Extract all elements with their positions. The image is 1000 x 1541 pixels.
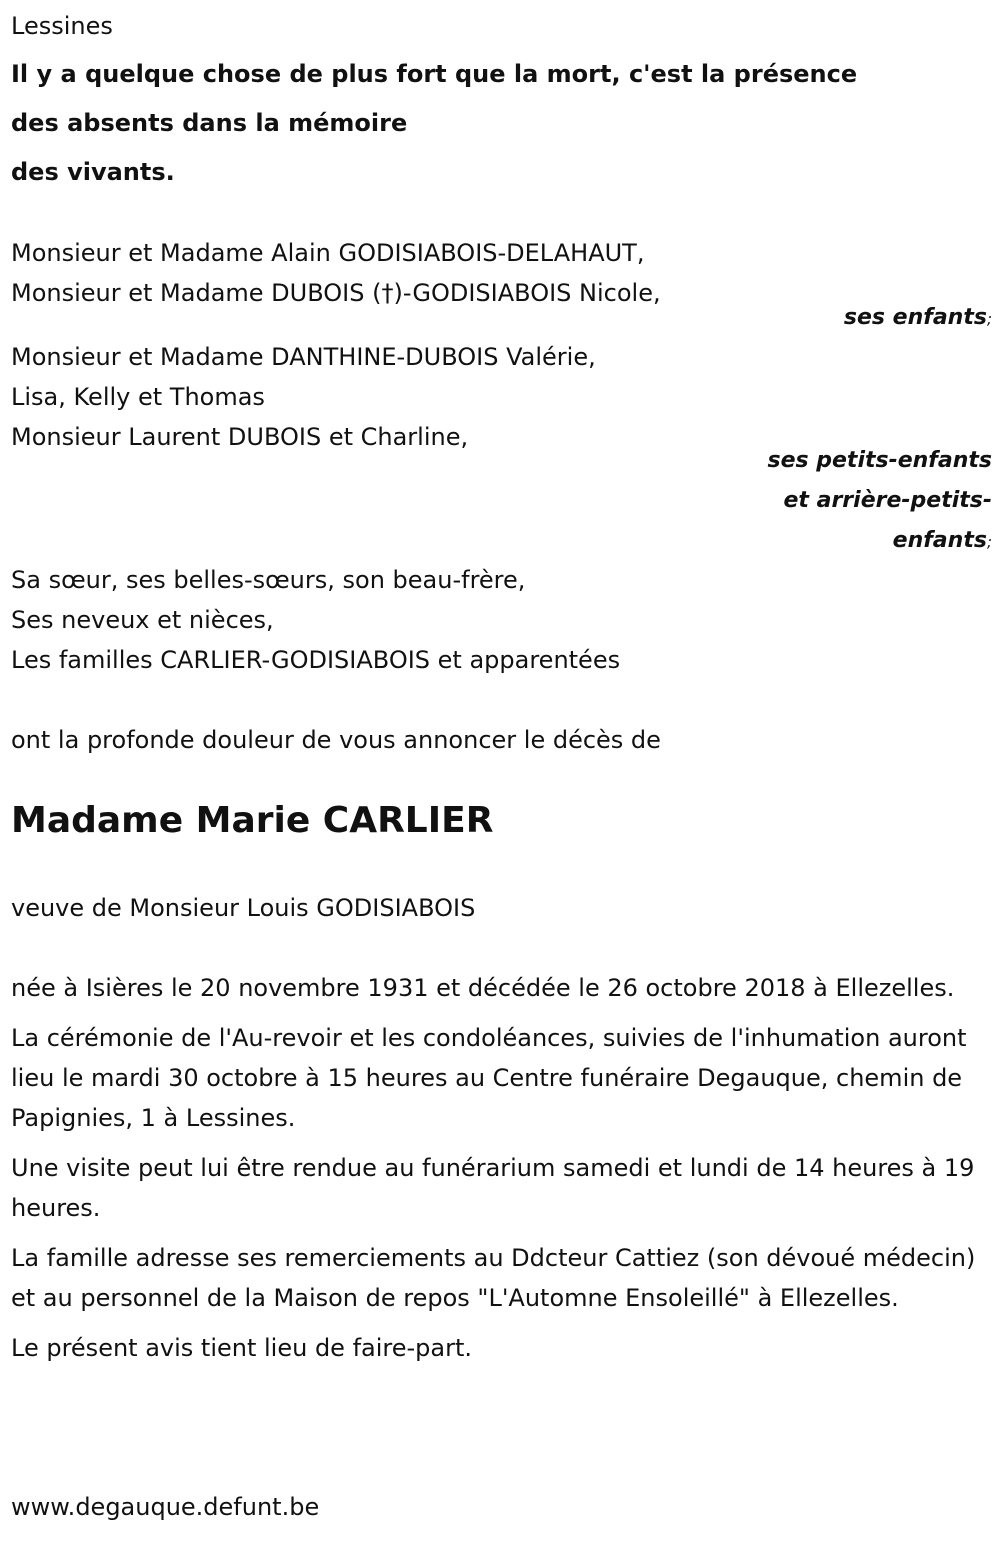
role-label: enfants	[892, 528, 987, 553]
detail-paragraph: Une visite peut lui être rendue au funérarium samedi et lundi de 14 heures à 19 heures.	[11, 1154, 975, 1222]
role-label: ses enfants	[843, 305, 987, 330]
announcement-text: ont la profonde douleur de vous annoncer le décès de	[11, 726, 661, 754]
children-role	[11, 298, 992, 339]
family-entry: Ses neveux et nièces,	[11, 606, 274, 634]
family-entry: Sa sœur, ses belles-sœurs, son beau-frère,	[11, 566, 526, 594]
grandchildren-block	[11, 337, 992, 457]
grandchildren-role	[11, 441, 992, 562]
family-entry: Lisa, Kelly et Thomas	[11, 383, 265, 411]
detail-paragraph: La famille adresse ses remerciements au Ddcteur Cattiez (son dévoué médecin) et au personnel de la Maison de repos "L'Automne Ensoleillé" à Ellezelles.	[11, 1244, 976, 1312]
family-entry: Monsieur et Madame DANTHINE-DUBOIS Valérie,	[11, 343, 596, 371]
family-entry: Monsieur et Madame Alain GODISIABOIS-DELAHAUT,	[11, 239, 645, 267]
role-label: ses petits-enfants	[767, 448, 992, 473]
quote-line: des vivants.	[11, 158, 175, 186]
location-text: Lessines	[11, 12, 113, 40]
role-suffix: ;	[986, 310, 992, 328]
quote-block	[11, 50, 857, 197]
detail-paragraph: La cérémonie de l'Au-revoir et les condoléances, suivies de l'inhumation auront lieu le mardi 30 octobre à 15 heures au Centre funéraire Degauque, chemin de Papignies, 1 à Lessines.	[11, 1024, 967, 1132]
family-entry: Les familles CARLIER-GODISIABOIS et apparentées	[11, 646, 621, 674]
quote-line: des absents dans la mémoire	[11, 109, 408, 137]
widow-of-text: veuve de Monsieur Louis GODISIABOIS	[11, 894, 476, 922]
details-block	[11, 968, 976, 1378]
detail-paragraph: Le présent avis tient lieu de faire-part.	[11, 1334, 473, 1362]
deceased-name: Madame Marie CARLIER	[11, 800, 494, 841]
role-label: et arrière-petits-	[783, 488, 992, 513]
role-label-end	[11, 521, 992, 562]
family-entry: Monsieur Laurent DUBOIS et Charline,	[11, 423, 469, 451]
family-block	[11, 560, 992, 680]
website-link[interactable]: www.degauque.defunt.be	[11, 1493, 320, 1521]
family-entry: Monsieur et Madame DUBOIS (†)-GODISIABOIS Nicole,	[11, 279, 661, 307]
detail-paragraph: née à Isières le 20 novembre 1931 et décédée le 26 octobre 2018 à Ellezelles.	[11, 974, 955, 1002]
role-suffix: ;	[986, 533, 992, 551]
quote-line: Il y a quelque chose de plus fort que la mort, c'est la présence	[11, 60, 858, 88]
